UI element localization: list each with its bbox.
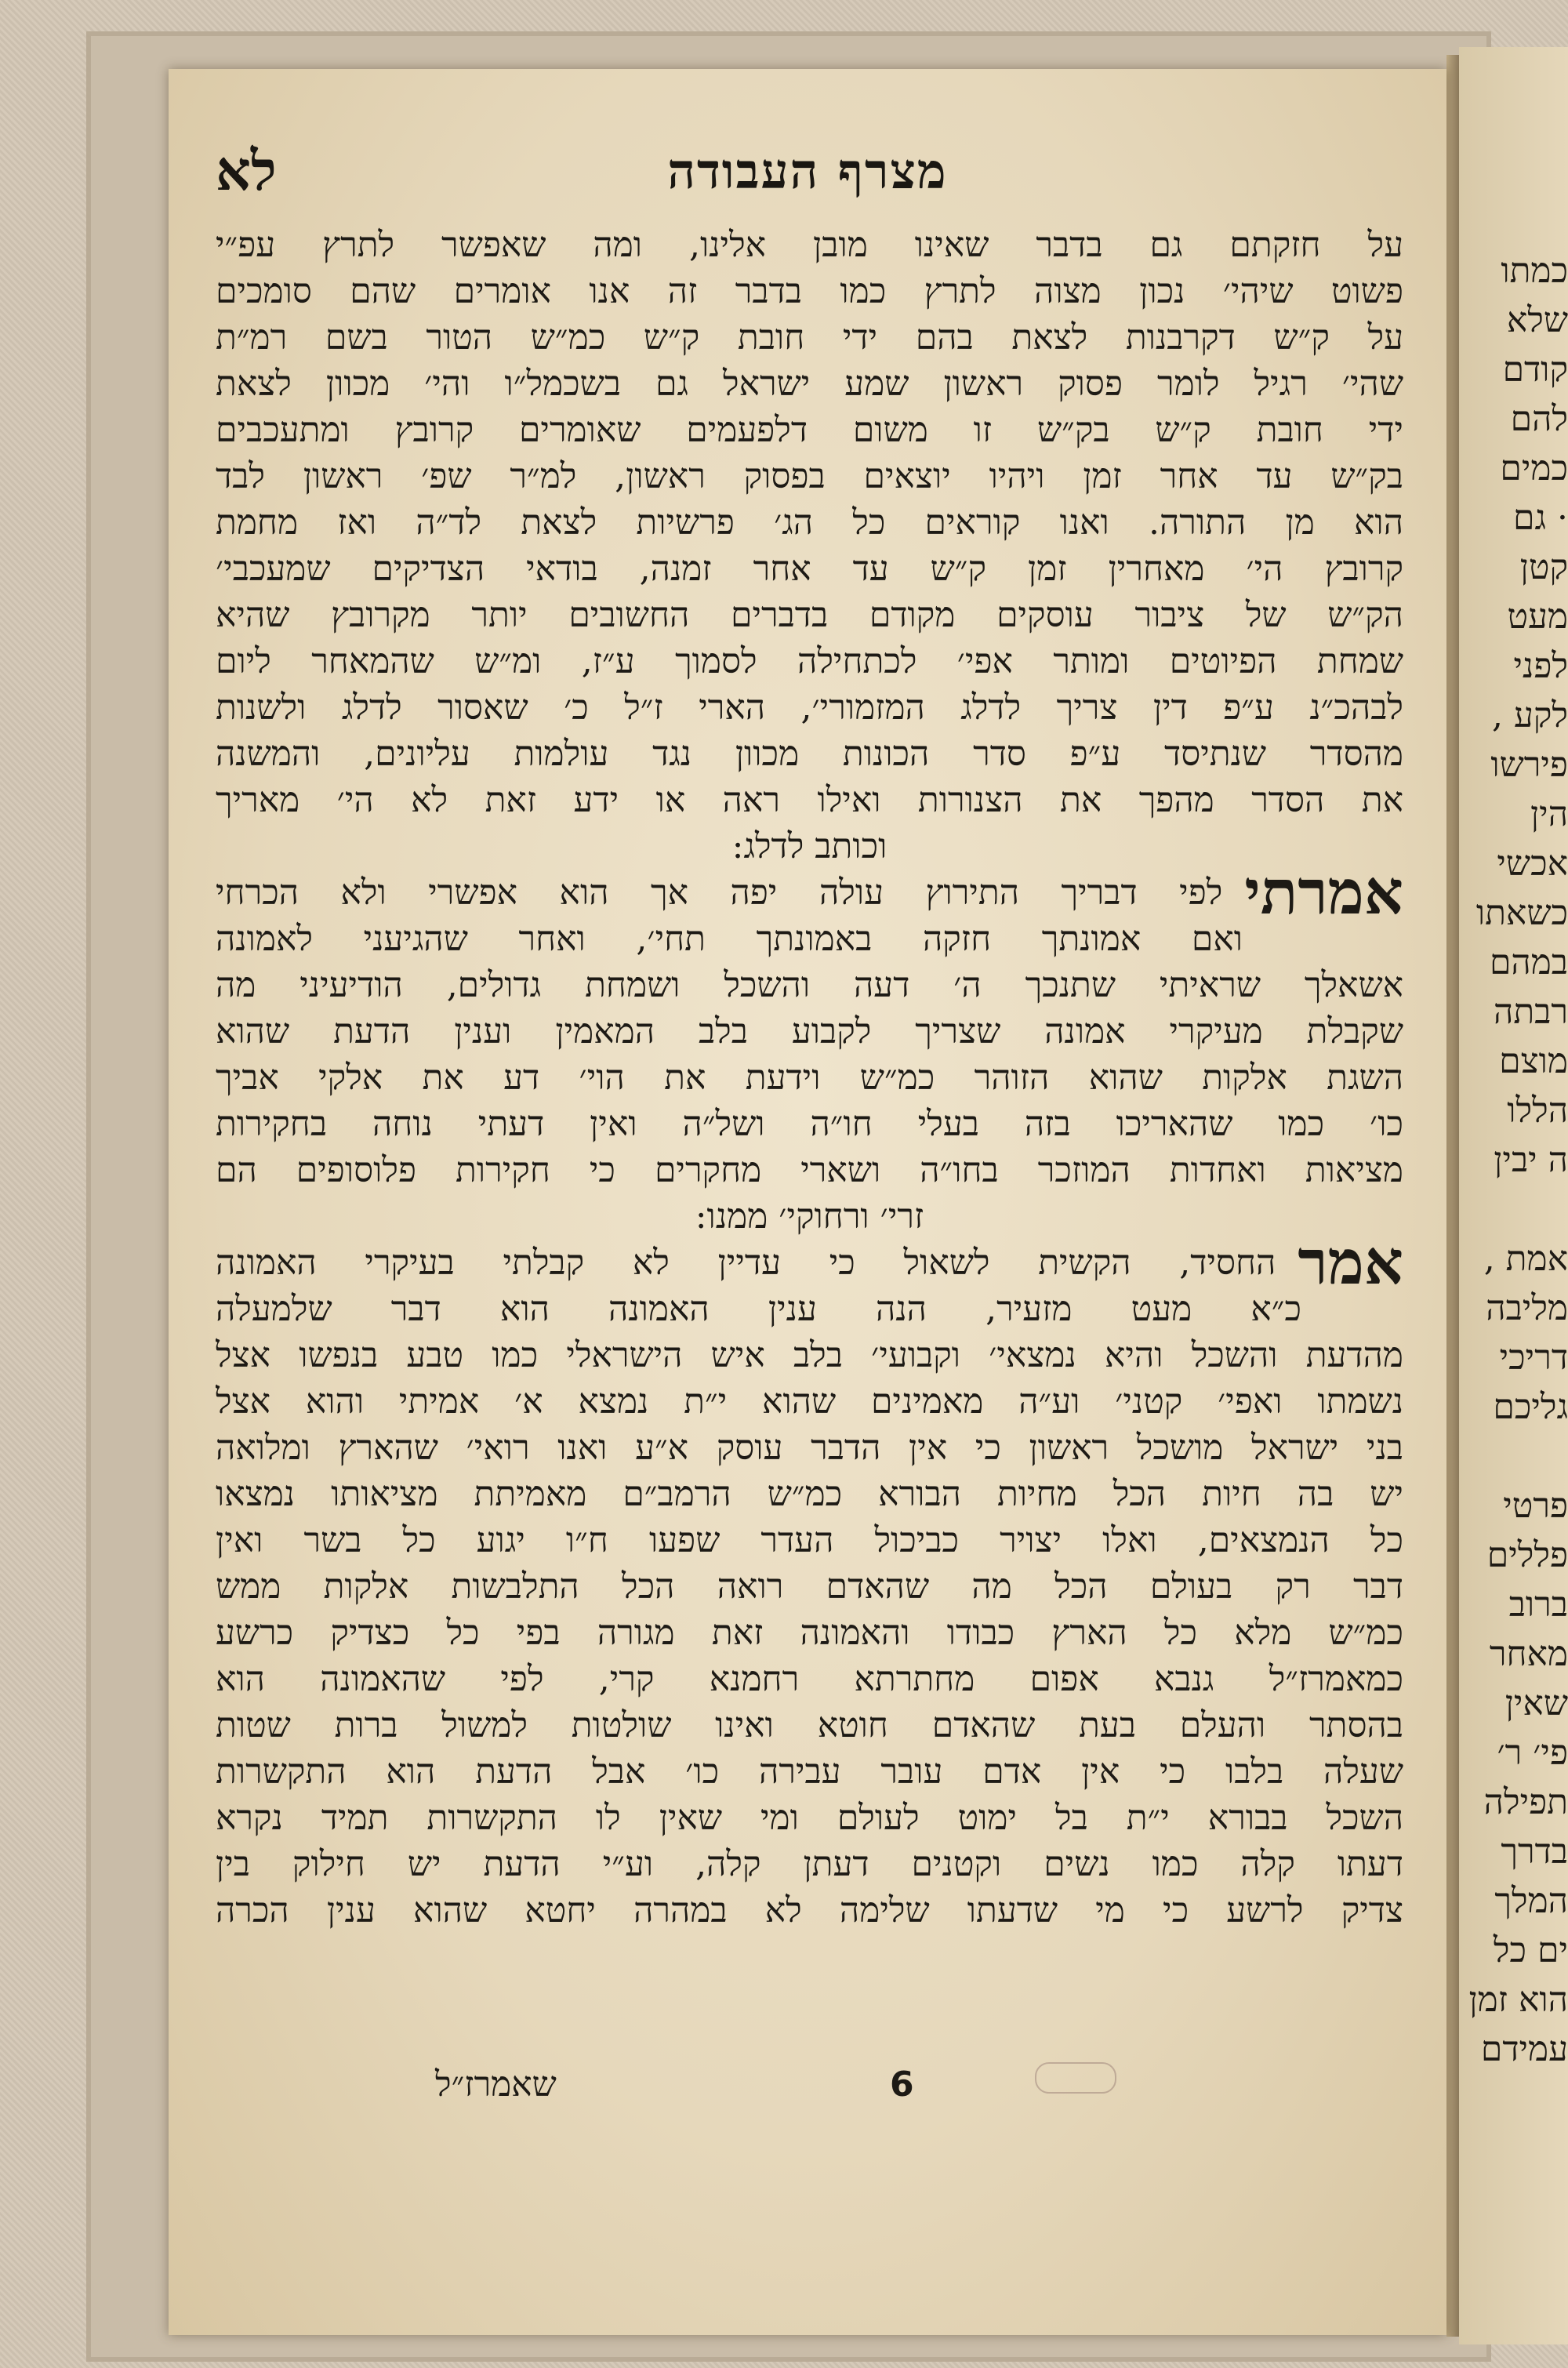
lead-word: אמר bbox=[1298, 1240, 1403, 1286]
text-line: כ״א מעט מזעיר, הנה ענין האמונה הוא דבר שלמעלה bbox=[216, 1289, 1301, 1329]
text-line: פשוט שיהי׳ נכון מצוה לתרץ כמו בדבר זה אנו אומרים שהם סומכים bbox=[216, 271, 1403, 311]
facing-page-line: גליכם bbox=[1493, 1387, 1568, 1427]
facing-page-line: פי׳ ר׳ bbox=[1497, 1733, 1568, 1773]
facing-page-line: לפני bbox=[1513, 646, 1568, 686]
facing-page-line: פרטי bbox=[1503, 1486, 1568, 1526]
facing-page-line: קודם bbox=[1502, 350, 1568, 390]
text-line: השכל בבורא י״ת בל ימוט לעולם ומי שאין לו התקשרות תמיד נקרא bbox=[216, 1798, 1403, 1838]
text-line: לבהכ״נ ע״פ דין צריך לדלג המזמורי׳, הארי ז״ל כ׳ שאסור לדלג ולשנות bbox=[216, 688, 1403, 728]
page-footer bbox=[169, 2065, 1446, 2112]
facing-page-line: במהם bbox=[1489, 942, 1568, 982]
facing-page-line: אכשי bbox=[1497, 844, 1568, 884]
text-line: כל הנמצאים, ואלו יצויר כביכול העדר שפעו ח״ו יגוע כל בשר ואין bbox=[216, 1520, 1403, 1560]
facing-page-line: כשאתו bbox=[1475, 893, 1568, 933]
text-line: קרובץ הי׳ מאחרין זמן ק״ש עד אחר זמנה, בודאי הצדיקים שמעכבי׳ bbox=[216, 549, 1403, 589]
text-line: השגת אלקות שהוא הזוהר כמ״ש וידעת את הוי׳ דע את אלקי אביך bbox=[216, 1058, 1403, 1098]
book-gutter bbox=[1446, 55, 1459, 2337]
faint-stamp bbox=[1035, 2062, 1116, 2094]
facing-page-line: עמידם bbox=[1480, 2029, 1568, 2069]
facing-page-line: שאין bbox=[1504, 1683, 1568, 1723]
paragraph-start-line bbox=[216, 1240, 1403, 1286]
page-header bbox=[169, 138, 1446, 213]
text-line: בני ישראל מושכל ראשון כי אין הדבר עוסק א״ע ואנו רואי׳ שהארץ ומלואה bbox=[216, 1428, 1403, 1468]
facing-page-line: מאחר bbox=[1489, 1634, 1568, 1674]
text-line: הוא מן התורה. ואנו קוראים כל הג׳ פרשיות לצאת לד״ה ואז מחמת bbox=[216, 503, 1403, 543]
facing-page-line: בדרך bbox=[1501, 1832, 1568, 1872]
text-line: על ק״ש דקרבנות לצאת בהם ידי חובת ק״ש כמ״ש הטור בשם רמ״ת bbox=[216, 318, 1403, 358]
text-line: בהסתר והעלם בעת שהאדם חוטא ואינו שולטות למשול ברות שטות bbox=[216, 1705, 1403, 1745]
text-line: וכותב לדלג: bbox=[731, 826, 887, 866]
text-line: שהי׳ רגיל לומר פסוק ראשון שמע ישראל גם בשכמל״ו והי׳ מכוון לצאת bbox=[216, 364, 1403, 404]
text-line: לפי דבריך התירוץ עולה יפה אך הוא אפשרי ולא הכרחי bbox=[216, 873, 1223, 913]
facing-page-line: המלך bbox=[1494, 1881, 1568, 1921]
text-line: שעלה בלבו כי אין אדם עובר עבירה כו׳ אבל הדעת הוא התקשרות bbox=[216, 1752, 1403, 1792]
text-line: החסיד, הקשית לשאול כי עדיין לא קבלתי בעיקרי האמונה bbox=[216, 1243, 1276, 1283]
text-line: מהדעת והשכל והיא נמצאי׳ וקבועי׳ בלב איש הישראלי כמו טבע בנפשו אצל bbox=[216, 1335, 1403, 1375]
facing-page-line: לקע , bbox=[1491, 696, 1568, 735]
text-line: מהסדר שנתיסד ע״פ סדר הכונות מכוון נגד עולמות עליונים, והמשנה bbox=[216, 734, 1403, 774]
facing-page-line: מוצם bbox=[1499, 1041, 1568, 1081]
facing-page-line: · גם bbox=[1513, 498, 1568, 538]
text-line: אשאלך שראיתי שתנכך ה׳ דעה והשכל ושמחת גדולים, הודיעיני מה bbox=[216, 965, 1403, 1005]
facing-page-line: קטן bbox=[1519, 547, 1568, 587]
running-title: מצרף העבודה bbox=[667, 143, 948, 200]
lead-word: אמרתי bbox=[1244, 870, 1403, 916]
facing-page-line: שלא bbox=[1506, 300, 1568, 340]
paragraph-start-line bbox=[216, 870, 1403, 916]
text-line: שקבלת מעיקרי אמונה שצריך לקבוע בלב המאמין וענין הדעת שהוא bbox=[216, 1011, 1403, 1051]
text-body bbox=[216, 222, 1403, 1934]
text-line: כמ״ש מלא כל הארץ כבודו והאמונה זאת מגורה בפי כל כצדיק כרשע bbox=[216, 1613, 1403, 1653]
signature-mark: 6 bbox=[890, 2065, 914, 2105]
text-line: דעתו קלה כמו נשים וקטנים דעתן קלה, וע״י הדעת יש חילוק בין bbox=[216, 1844, 1403, 1884]
facing-page-line: דריכי bbox=[1499, 1338, 1568, 1378]
text-line: צדיק לרשע כי מי שדעתו שלימה לא במהרה יחטא שהוא ענין הכרה bbox=[216, 1890, 1403, 1930]
text-line: יש בה חיות הכל מחיות הבורא כמ״ש הרמב״ם מאמיתת מציאותו נמצאו bbox=[216, 1474, 1403, 1514]
facing-page-line: רבתה bbox=[1494, 992, 1568, 1032]
text-line: כו׳ כמו שהאריכו בזה בעלי חו״ה ושל״ה ואין דעתי נוחה בחקירות bbox=[216, 1104, 1403, 1144]
facing-page-line: תפילה bbox=[1483, 1782, 1568, 1822]
facing-page-line: כמים bbox=[1500, 449, 1568, 488]
facing-page-line: הוא זמן bbox=[1468, 1980, 1568, 2020]
text-line: מציאות ואחדות המוזכר בחו״ה ושארי מחקרים כי חקירות פלוסופים הם bbox=[216, 1150, 1403, 1190]
text-line: על חזקתם גם בדבר שאינו מובן אלינו, ומה שאפשר לתרץ עפ״י bbox=[216, 225, 1403, 265]
catchword: שאמרז״ל bbox=[435, 2065, 557, 2105]
facing-page-line: הין bbox=[1530, 794, 1568, 834]
text-line: נשמתו ואפי׳ קטני׳ וע״ה מאמינים שהוא י״ת נמצא א׳ אמיתי והוא אצל bbox=[216, 1382, 1403, 1422]
facing-page-line: הללו bbox=[1507, 1091, 1568, 1131]
text-line: הק״ש של ציבור עוסקים מקודם בדברים החשובים יותר מקרובץ שהיא bbox=[216, 595, 1403, 635]
text-line: שמחת הפיוטים ומותר אפי׳ לכתחילה לסמוך ע״ז, ומ״ש שהמאחר ליום bbox=[216, 641, 1403, 681]
facing-page-line: מליבה bbox=[1486, 1288, 1568, 1328]
text-line: זרי׳ ורחוקי׳ ממנו: bbox=[695, 1197, 924, 1237]
facing-page-line: פללים bbox=[1486, 1535, 1568, 1575]
facing-page-line: כמתו bbox=[1501, 251, 1568, 291]
book-page bbox=[169, 69, 1446, 2335]
facing-page-line: ים כל bbox=[1493, 1930, 1568, 1970]
text-line: ידי חובת ק״ש בק״ש זו משום דלפעמים שאומרים קרובץ ומתעכבים bbox=[216, 410, 1403, 450]
facing-page-line: אמת , bbox=[1483, 1239, 1568, 1279]
facing-page-line: להם bbox=[1510, 399, 1568, 439]
text-line: את הסדר מהפך את הצנורות ואילו ראה או ידע זאת לא הי׳ מאריך bbox=[216, 780, 1403, 820]
facing-page-line: ה יבין bbox=[1494, 1140, 1568, 1180]
text-line: בק״ש עד אחר זמן ויהיו יוצאים בפסוק ראשון, למ״ר שפ׳ ראשון לבד bbox=[216, 456, 1403, 496]
facing-page bbox=[1459, 47, 1568, 2344]
text-line: דבר רק בעולם הכל מה שהאדם רואה הכל התלבשות אלקות ממש bbox=[216, 1567, 1403, 1607]
facing-page-line: מעט bbox=[1507, 597, 1568, 637]
facing-page-line: פירשו bbox=[1490, 745, 1568, 785]
text-line: ואם אמונתך חזקה באמונתך תחי׳, ואחר שהגיעני לאמונה bbox=[216, 919, 1243, 959]
folio-number: לא bbox=[216, 138, 277, 203]
facing-page-line: ברוב bbox=[1508, 1585, 1568, 1625]
text-line: כמאמרז״ל גנבא אפום מחתרתא רחמנא קרי, לפי שהאמונה הוא bbox=[216, 1659, 1403, 1699]
